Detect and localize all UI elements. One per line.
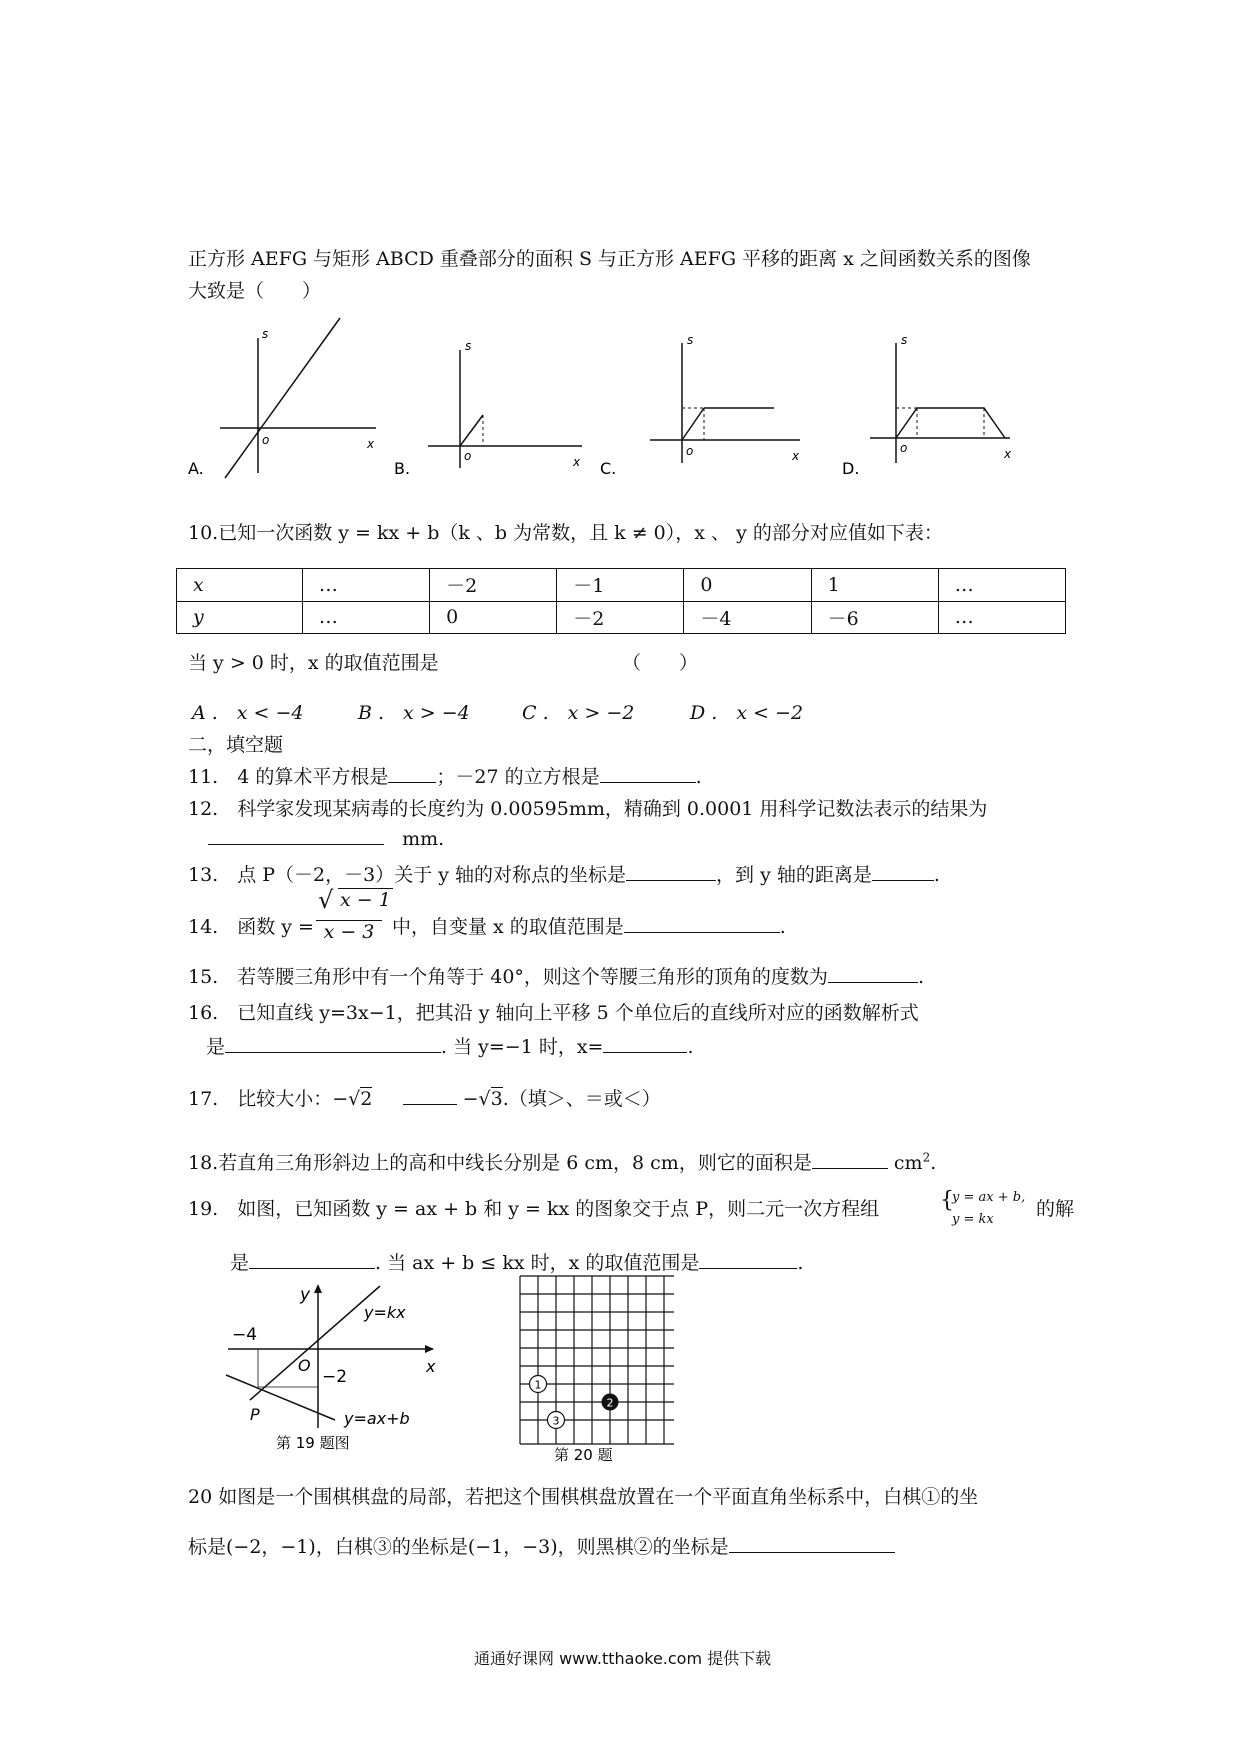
q14-num-text: x − 1 xyxy=(340,889,391,911)
fig19-y-label: y xyxy=(300,1285,311,1305)
q19-blank-1[interactable] xyxy=(249,1250,375,1269)
q13-text-c: . xyxy=(933,864,940,886)
graph-b xyxy=(394,339,582,478)
q17-radicand-2: 3 xyxy=(490,1088,503,1110)
figure-20-go-board xyxy=(516,1272,686,1462)
q14-numerator xyxy=(316,886,391,916)
q14-blank[interactable] xyxy=(624,914,780,933)
q13-text-b: ，到 y 轴的距离是 xyxy=(716,864,872,886)
q11-text-b: ；－27 的立方根是 xyxy=(436,766,600,788)
q20-blank[interactable] xyxy=(729,1534,895,1553)
q10-stem: 10.已知一次函数 y = kx + b（k 、b 为常数，且 k ≠ 0），x 、 y 的部分对应值如下表： xyxy=(188,522,943,544)
table-cell: －1 xyxy=(557,569,684,602)
page-footer: 通通好课网 www.tthaoke.com 提供下载 xyxy=(474,1649,772,1668)
q19-blank-2[interactable] xyxy=(699,1250,797,1269)
table-cell: 1 xyxy=(811,569,938,602)
fig19-kx-label: y=kx xyxy=(364,1303,406,1322)
graph-a-label: A. xyxy=(188,459,204,478)
q17-minus: − xyxy=(462,1088,479,1110)
q16-text-a: 16. 已知直线 y=3x−1，把其沿 y 轴向上平移 5 个单位后的直线所对应的函数解析式 xyxy=(188,1002,919,1024)
q15-text-a: 15. 若等腰三角形中有一个角等于 40°，则这个等腰三角形的顶角的度数为 xyxy=(188,966,828,988)
graph-a xyxy=(188,318,376,478)
q11-text-a: 11. 4 的算术平方根是 xyxy=(188,766,389,788)
q12-text-a: 12. 科学家发现某病毒的长度约为 0.00595mm，精确到 0.0001 用科学记数法表示的结果为 xyxy=(188,798,988,820)
q10-option-b: B . x > −4 xyxy=(358,702,470,724)
table-row xyxy=(177,569,1066,602)
fig19-point-p: P xyxy=(250,1405,260,1424)
q14-text-c: . xyxy=(779,916,786,938)
table-row xyxy=(177,601,1066,634)
fig19-minus4: −4 xyxy=(232,1325,258,1345)
graph-a-x: x xyxy=(367,437,375,451)
q11-text-c: . xyxy=(695,766,702,788)
q14-denominator: x − 3 xyxy=(323,921,375,943)
q18-sup: 2 xyxy=(922,1150,931,1165)
q16-blank-1[interactable] xyxy=(225,1034,441,1053)
graph-c xyxy=(600,333,800,478)
q11 xyxy=(188,762,702,789)
graph-b-x: x xyxy=(573,455,581,469)
q13-blank-2[interactable] xyxy=(872,862,934,881)
graph-d-label: D. xyxy=(842,459,860,478)
svg-text:3: 3 xyxy=(552,1414,560,1428)
q10-option-a: A . x < −4 xyxy=(192,702,304,724)
q17-blank[interactable] xyxy=(403,1086,457,1105)
q17-text-b: .（填＞、＝或＜） xyxy=(502,1088,661,1110)
graph-c-label: C. xyxy=(600,459,617,478)
q17-text-a: 17. 比较大小：− xyxy=(188,1088,349,1110)
q12-text-b: mm. xyxy=(402,828,445,850)
sqrt-sign: √ xyxy=(348,1088,361,1110)
table-cell: 0 xyxy=(430,601,557,634)
table-cell: … xyxy=(938,569,1065,602)
figure-19 xyxy=(210,1278,440,1450)
q16-line2 xyxy=(206,1032,694,1059)
graph-d-x: x xyxy=(1004,447,1012,461)
q11-blank-1[interactable] xyxy=(388,764,436,783)
fig20-caption: 第 20 题 xyxy=(554,1446,613,1462)
fig19-x-label: x xyxy=(426,1357,436,1376)
q20-text-a: 20 如图是一个围棋棋盘的局部，若把这个围棋棋盘放置在一个平面直角坐标系中，白棋①的坐 xyxy=(188,1486,979,1508)
q10-paren: （ ） xyxy=(622,652,699,674)
q18-blank[interactable] xyxy=(812,1150,888,1169)
sqrt-sign: √ xyxy=(478,1088,491,1110)
q10-option-d: D . x < −2 xyxy=(690,702,804,724)
q16-text-b: 是 xyxy=(206,1036,226,1058)
table-cell: … xyxy=(302,569,429,602)
svg-text:1: 1 xyxy=(534,1378,542,1392)
graph-b-label: B. xyxy=(394,459,411,478)
q14-text-b: 中，自变量 x 的取值范围是 xyxy=(392,916,624,938)
table-cell: －4 xyxy=(684,601,811,634)
graph-d-o: o xyxy=(900,441,908,455)
q19-text-b: 的解 xyxy=(1036,1198,1075,1220)
q16-text-c: . 当 y=−1 时，x= xyxy=(441,1036,604,1058)
graph-c-s: s xyxy=(687,333,694,347)
table-cell: 0 xyxy=(684,569,811,602)
q19-text-e: . xyxy=(797,1252,804,1274)
fig19-origin: O xyxy=(298,1356,311,1375)
q12-line2 xyxy=(208,826,444,850)
q13-text-a: 13. 点 P（－2，－3）关于 y 轴的对称点的坐标是 xyxy=(188,864,627,886)
q17-radicand-1: 2 xyxy=(360,1088,373,1110)
q10-option-c: C . x > −2 xyxy=(522,702,635,724)
table-cell: －6 xyxy=(811,601,938,634)
q18-text-c: . xyxy=(930,1152,937,1174)
q9-line2: 大致是（ ） xyxy=(188,280,322,302)
sqrt-sign: √ xyxy=(318,886,334,914)
q9-line1: 正方形 AEFG 与矩形 ABCD 重叠部分的面积 S 与正方形 AEFG 平移的距离 x 之间函数关系的图像 xyxy=(188,248,1031,270)
q14-rest xyxy=(392,912,786,939)
graph-c-o: o xyxy=(686,444,694,458)
table-cell: x xyxy=(177,569,303,602)
q10-question: 当 y > 0 时，x 的取值范围是 xyxy=(188,652,439,674)
q15-blank[interactable] xyxy=(828,964,918,983)
q19-system-1: y = ax + b, xyxy=(952,1190,1026,1205)
q19-text-c: 是 xyxy=(230,1252,250,1274)
graph-b-o: o xyxy=(464,449,472,463)
white-stone-3 xyxy=(548,1412,565,1429)
table-cell: … xyxy=(938,601,1065,634)
q9-graph-choices xyxy=(180,308,1060,483)
q13-blank-1[interactable] xyxy=(626,862,716,881)
q19-line2 xyxy=(230,1248,803,1275)
q13 xyxy=(188,860,940,887)
table-cell: y xyxy=(177,601,303,634)
q18-text-a: 18.若直角三角形斜边上的高和中线长分别是 6 cm，8 cm，则它的面积是 xyxy=(188,1152,812,1174)
table-cell: －2 xyxy=(430,569,557,602)
q19-text-d: . 当 ax + b ≤ kx 时，x 的取值范围是 xyxy=(375,1252,700,1274)
q11-blank-2[interactable] xyxy=(600,764,696,783)
table-cell: －2 xyxy=(557,601,684,634)
go-board-grid xyxy=(520,1276,674,1444)
q17 xyxy=(188,1084,661,1111)
q19-text-a: 19. 如图，已知函数 y = ax + b 和 y = kx 的图象交于点 P，则二元一次方程组 xyxy=(188,1198,880,1220)
q20-line2 xyxy=(188,1532,895,1559)
section-heading: 二，填空题 xyxy=(188,734,284,756)
q18-unit: cm xyxy=(893,1152,923,1174)
q10-value-table xyxy=(176,568,1066,634)
q14-fraction xyxy=(316,886,391,943)
q18 xyxy=(188,1148,936,1175)
fig19-axb-label: y=ax+b xyxy=(344,1409,410,1428)
white-stone-1 xyxy=(530,1376,547,1393)
fig19-caption: 第 19 题图 xyxy=(276,1434,350,1450)
q14-text-a: 14. 函数 y = xyxy=(188,916,314,938)
graph-d xyxy=(842,333,1012,478)
black-stone-2 xyxy=(602,1394,619,1411)
graph-a-o: o xyxy=(262,433,270,447)
q16-text-d: . xyxy=(687,1036,694,1058)
graph-b-s: s xyxy=(465,339,472,353)
q15-text-b: . xyxy=(917,966,924,988)
q20-text-b: 标是(−2，−1)，白棋③的坐标是(−1，−3)，则黑棋②的坐标是 xyxy=(188,1536,729,1558)
graph-c-x: x xyxy=(792,449,800,463)
q19-brace: { xyxy=(940,1188,954,1213)
svg-text:2: 2 xyxy=(606,1396,614,1410)
q19-system-2: y = kx xyxy=(952,1212,994,1227)
graph-d-s: s xyxy=(901,333,908,347)
q15 xyxy=(188,962,924,989)
q12-blank[interactable] xyxy=(208,826,384,845)
fig19-minus2: −2 xyxy=(322,1367,348,1387)
q16-blank-2[interactable] xyxy=(603,1034,687,1053)
graph-a-s: s xyxy=(262,327,269,341)
table-cell: … xyxy=(302,601,429,634)
